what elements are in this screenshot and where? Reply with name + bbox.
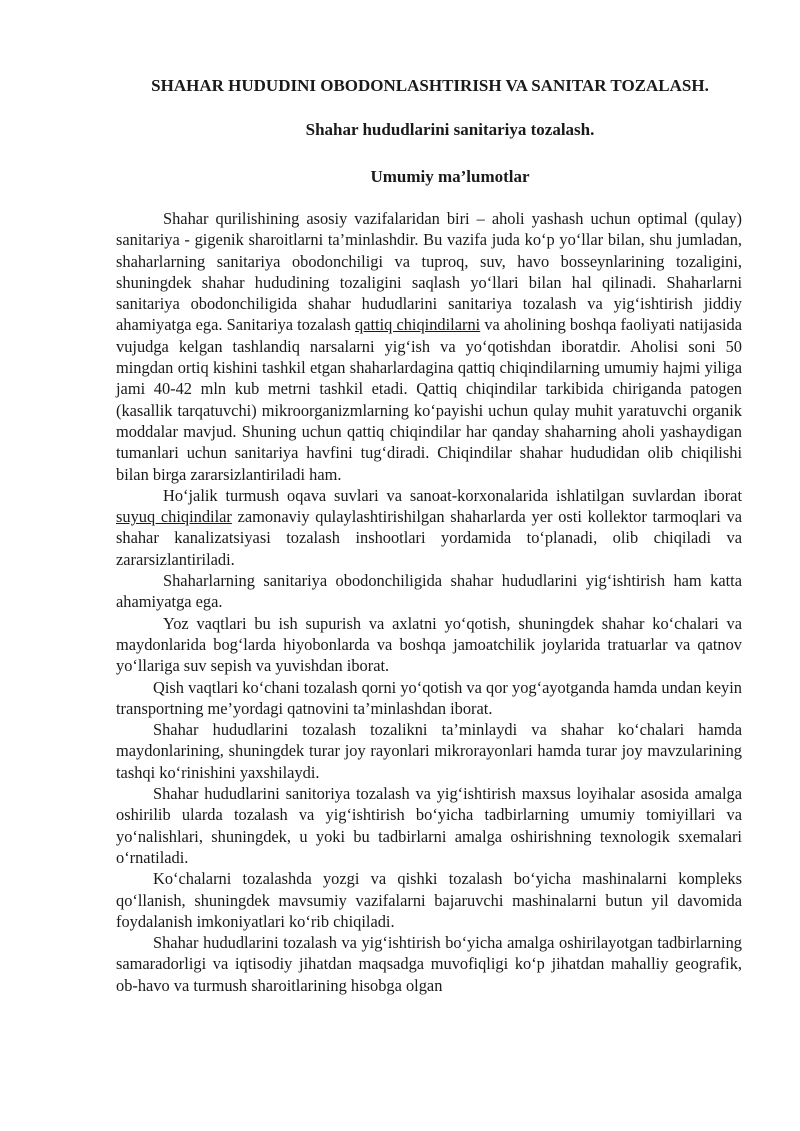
solid-waste-link[interactable]: qattiq chiqindilarni [355, 315, 481, 335]
paragraph: Shahar hududlarini sanitoriya tozalash va yig‘ishtirish maxsus loyihalar asosida amalga oshirilib ularda tozalash va yig‘ishtirish bo‘yicha tadbirlarning umumiy tomiyillari va yo‘nalishlari, shuningdek, u yoki bu tadbirlarni amalga oshirishning texnologik sxemalari o‘rnatiladi. [116, 784, 742, 867]
paragraph-text: Ho‘jalik turmush oqava suvlari va sanoat-korxonalarida ishlatilgan suvlardan iborat [163, 485, 742, 505]
paragraph: Shahar hududlarini tozalash va yig‘ishtirish bo‘yicha amalga oshirilayotgan tadbirlarning samaradorligi va iqtisodiy jihatdan maqsadga muvofiqligi ko‘p jihatdan mahalliy geografik, ob-havo va turmush sharoitlarining hisobga olgan [116, 933, 742, 995]
paragraph-text: Shahar qurilishining asosiy vazifalaridan biri – aholi yashash uchun optimal (qulay) sanitariya - gigenik sharoitlarni ta’minlashdir. Bu vazifa juda ko‘p yo‘llar bilan, shu jumladan, shaharlarning sanitariya obodonchiligi va tuproq, suv, havo bosseynlarining tozaligini, shuningdek shahar hududining tozaligini saqlash yo‘llari bilan hal qilinadi. Shaharlarni sanitariya obodonchiligida shahar hududlarini sanitariya tozalash va yig‘ishtirish jiddiy ahamiyatga ega. Sanitariya tozalash [116, 209, 742, 335]
paragraph: Yoz vaqtlari bu ish supurish va axlatni yo‘qotish, shuningdek shahar ko‘chalari va maydonlarida bog‘larda hiyobonlarda va boshqa jamoatchilik joylarida tratuarlar va qatnov yo‘llariga suv sepish va yuvishdan iborat. [116, 613, 742, 676]
paragraph [116, 208, 742, 485]
paragraph: Shaharlarning sanitariya obodonchiligida shahar hududlarini yig‘ishtirish ham katta ahamiyatga ega. [116, 571, 742, 612]
section-heading: Umumiy ma’lumotlar [370, 167, 530, 186]
paragraph-text: va aholining boshqa faoliyati natijasida vujudga kelgan tashlandiq narsalarni yig‘ish va yo‘qotishdan iboratdir. Aholisi soni 50 mingdan ortiq kishini tashkil etgan shaharlardagina qattiq chiqindilarning umumiy hajmi yiliga jami 40-42 mln kub metrni tashkil etadi. Qattiq chiqindilar tarkibida chiriganda patogen (kasallik tarqatuvchi) mikroorganizmlarning ko‘payishi uchun qulay muhit yaratuvchi organik moddalar mavjud. Shuning uchun qattiq chiqindilar har qanday shaharning aholi yashaydigan tumanlari uchun sanitariya havfini tug‘diradi. Chiqindilar shahar hududidan olib chiqilishi bilan birga zararsizlantiriladi ham. [116, 315, 743, 484]
document-body [116, 208, 742, 996]
document-title: SHAHAR HUDUDINI OBODONLASHTIRISH VA SANITAR TOZALASH. [151, 76, 709, 95]
paragraph-text: zamonaviy qulaylashtirishilgan shaharlarda yer osti kollektor tarmoqlari va shahar kanalizatsiyasi tozalash inshootlari yordamida to‘planadi, olib chiqiladi va zararsizlantiriladi. [116, 507, 742, 569]
paragraph: Qish vaqtlari ko‘chani tozalash qorni yo‘qotish va qor yog‘ayotganda hamda undan keyin transportning me’yordagi qatnovini ta’minlashdan iborat. [116, 677, 742, 718]
paragraph: Shahar hududlarini tozalash tozalikni ta’minlaydi va shahar ko‘chalari hamda maydonlarining, shuningdek turar joy rayonlari mikrorayonlari hamda turar joy mavzularining tashqi ko‘rinishini yaxshilaydi. [116, 720, 742, 782]
paragraph [116, 485, 742, 570]
document-subtitle: Shahar hududlarini sanitariya tozalash. [305, 120, 595, 139]
paragraph: Ko‘chalarni tozalashda yozgi va qishki tozalash bo‘yicha mashinalarni kompleks qo‘llanish, shuningdek mavsumiy vazifalarni bajaruvchi mashinalarni butun yil davomida foydalanish imkoniyatlari ko‘rib chiqiladi. [116, 869, 742, 931]
liquid-waste-link[interactable]: suyuq chiqindilar [116, 507, 232, 527]
